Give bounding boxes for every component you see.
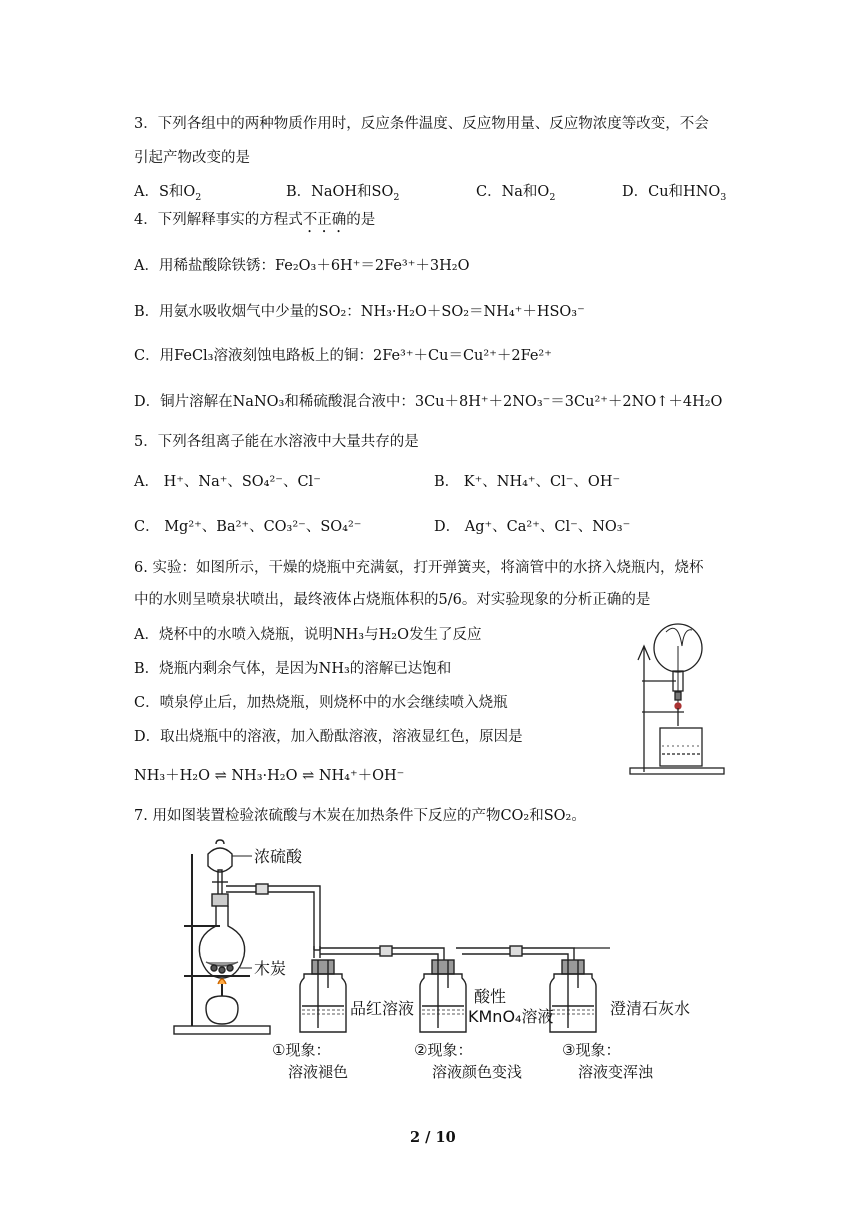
q4-option-d: D．铜片溶解在NaNO₃和稀硫酸混合液中：3Cu＋8H⁺＋2NO₃⁻＝3Cu²⁺＋2NO↑＋4H₂O — [134, 394, 723, 410]
q3-option-c: C．Na和$O_2$ — [476, 184, 556, 203]
beaker — [660, 728, 702, 766]
bottle2-label-line1: 酸性 — [474, 987, 507, 1006]
q6-option-b: B．烧瓶内剩余气体，是因为NH₃的溶解已达饱和 — [134, 661, 452, 677]
q6-option-d: D．取出烧瓶中的溶液，加入酚酞溶液，溶液显红色，原因是 — [134, 729, 523, 745]
q3-option-a: A．S和$O_2$ — [134, 184, 202, 203]
obs1-title: ①现象： — [272, 1041, 331, 1059]
bottle3-label: 澄清石灰水 — [610, 999, 691, 1018]
q5-option-c: C． Mg²⁺、Ba²⁺、CO₃²⁻、SO₄²⁻ — [134, 519, 362, 535]
obs1-text: 溶液褪色 — [288, 1063, 349, 1081]
obs2-title: ②现象： — [414, 1041, 473, 1059]
carbon-label: 木炭 — [254, 959, 287, 978]
q3-stem-line2: 引起产物改变的是 — [134, 150, 250, 166]
q4-option-a: A．用稀盐酸除铁锈：Fe₂O₃＋6H⁺＝2Fe³⁺＋3H₂O — [134, 258, 470, 274]
obs3-title: ③现象： — [562, 1041, 621, 1059]
q7-stem: 7. 用如图装置检验浓硫酸与木炭在加热条件下反应的产物CO₂和SO₂。 — [134, 808, 586, 824]
q6-stem-line2: 中的水则呈喷泉状喷出，最终液体占烧瓶体积的5/6。对实验现象的分析正确的是 — [134, 592, 651, 608]
obs2-text: 溶液颜色变浅 — [432, 1063, 523, 1081]
q5-option-a: A． H⁺、Na⁺、SO₄²⁻、Cl⁻ — [134, 474, 321, 490]
q6-option-c: C．喷泉停止后，加热烧瓶，则烧杯中的水会继续喷入烧瓶 — [134, 695, 508, 711]
q3-option-d: D．Cu和$HNO_3$ — [622, 184, 727, 203]
q5-option-b: B． K⁺、NH₄⁺、Cl⁻、OH⁻ — [434, 474, 621, 490]
q6-stem-line1: 6. 实验：如图所示，干燥的烧瓶中充满氨，打开弹簧夹，将滴管中的水挤入烧瓶内，烧杯 — [134, 560, 704, 576]
bottle1-label: 品红溶液 — [350, 999, 415, 1018]
obs3-text: 溶液变浑浊 — [578, 1063, 654, 1081]
q6-equation: NH₃＋H₂O ⇌ NH₃·H₂O ⇌ NH₄⁺＋OH⁻ — [134, 768, 405, 784]
q4-option-c: C．用FeCl₃溶液刻蚀电路板上的铜：2Fe³⁺＋Cu＝Cu²⁺＋2Fe²⁺ — [134, 348, 552, 364]
q5-stem: 5．下列各组离子能在水溶液中大量共存的是 — [134, 434, 419, 450]
q4-stem: 4．下列解释事实的方程式不正确的是 — [134, 212, 376, 228]
fountain-apparatus-figure — [620, 616, 730, 780]
bottle2-label-line2: KMnO₄溶液 — [468, 1007, 554, 1026]
page-number: 2 / 10 — [410, 1129, 456, 1146]
bottle-2 — [420, 960, 466, 1032]
q6-option-a: A．烧杯中的水喷入烧瓶，说明NH₃与H₂O发生了反应 — [134, 627, 482, 643]
sulfuric-acid-carbon-apparatus — [170, 838, 730, 1038]
bottle-1 — [300, 960, 346, 1032]
acid-label: 浓硫酸 — [254, 847, 303, 866]
bottle-3 — [550, 960, 596, 1032]
q4-option-b: B．用氨水吸收烟气中少量的SO₂：NH₃·H₂O＋SO₂＝NH₄⁺＋HSO₃⁻ — [134, 304, 585, 320]
q3-stem-line1: 3．下列各组中的两种物质作用时，反应条件温度、反应物用量、反应物浓度等改变，不会 — [134, 116, 709, 132]
q5-option-d: D． Ag⁺、Ca²⁺、Cl⁻、NO₃⁻ — [434, 519, 631, 535]
stand-base — [174, 1026, 270, 1034]
separatory-funnel — [208, 840, 232, 872]
q3-option-b: B．NaOH和$SO_2$ — [286, 184, 400, 203]
alcohol-lamp — [206, 996, 238, 1024]
